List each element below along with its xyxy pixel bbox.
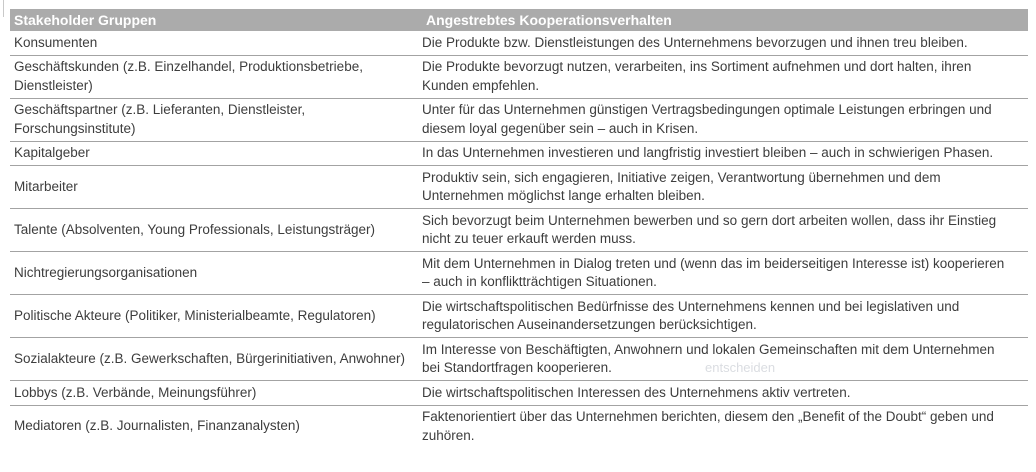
verhalten-cell: [422, 166, 1028, 208]
column-header-kooperationsverhalten: Angestrebtes Kooperationsverhalten: [426, 12, 672, 28]
verhalten-cell: [422, 99, 1028, 141]
verhalten-cell: [422, 142, 1028, 166]
stakeholder-cell: [10, 295, 422, 337]
stakeholder-label: Nichtregierungsorganisationen: [14, 264, 198, 280]
table-row: [10, 295, 1028, 338]
verhalten-cell: [422, 295, 1028, 337]
stakeholder-label: Konsumenten: [14, 34, 98, 50]
table-row: [10, 381, 1028, 406]
ghost-text-artifact: entscheiden: [705, 360, 776, 375]
table-row: [10, 56, 1028, 99]
verhalten-cell: [422, 31, 1028, 55]
stakeholder-cell: [10, 338, 422, 380]
verhalten-text: Die wirtschaftspolitischen Interessen des Unternehmens aktiv vertreten.: [422, 384, 851, 400]
stakeholder-label: Lobbys (z.B. Verbände, Meinungsführer): [14, 384, 257, 400]
verhalten-text: Sich bevorzugt beim Unternehmen bewerben und so gern dort arbeiten wollen, dass ihr Einstieg nicht zu teuer erkauft werden muss.: [422, 212, 997, 246]
stakeholder-label: Kapitalgeber: [14, 145, 90, 160]
stakeholder-cell: [10, 252, 422, 294]
stakeholder-label: Politische Akteure (Politiker, Ministerialbeamte, Regulatoren): [14, 307, 376, 323]
stakeholder-label: Geschäftskunden (z.B. Einzelhandel, Produktionsbetriebe, Dienstleister): [14, 59, 363, 93]
verhalten-text: Die wirtschaftspolitischen Bedürfnisse des Unternehmens kennen und bei legislativen und regulatorischen Auseinandersetzungen berücksichtigen.: [422, 298, 960, 332]
table-row: [10, 99, 1028, 142]
verhalten-cell: [422, 406, 1028, 448]
table-row: [10, 166, 1028, 209]
table-row: [10, 142, 1028, 167]
stakeholder-cell: [10, 166, 422, 208]
verhalten-text: Produktiv sein, sich engagieren, Initiative zeigen, Verantwortung übernehmen und dem Unternehmen möglichst lange erhalten bleiben.: [422, 169, 941, 203]
verhalten-cell: [422, 209, 1028, 251]
stakeholder-cell: [10, 406, 422, 448]
table-row: [10, 31, 1028, 56]
stakeholder-label: Talente (Absolventen, Young Professionals, Leistungsträger): [14, 221, 375, 237]
stakeholder-label: Sozialakteure (z.B. Gewerkschaften, Bürgerinitiativen, Anwohner): [14, 350, 405, 366]
verhalten-text: Die Produkte bevorzugt nutzen, verarbeiten, ins Sortiment aufnehmen und dort halten, ihren Kunden empfehlen.: [422, 59, 972, 93]
verhalten-cell: [422, 338, 1028, 380]
verhalten-text: Unter für das Unternehmen günstigen Vertragsbedingungen optimale Leistungen erbringen und diesem loyal gegenüber sein – auch in Krisen.: [422, 102, 992, 136]
stakeholder-label: Mitarbeiter: [14, 178, 78, 194]
page-edge-artifact: [3, 0, 4, 17]
table-row: [10, 209, 1028, 252]
stakeholder-cell: [10, 209, 422, 251]
verhalten-text: In das Unternehmen investieren und langfristig investiert bleiben – auch in schwierigen Phasen.: [422, 145, 994, 160]
verhalten-text: Im Interesse von Beschäftigten, Anwohnern und lokalen Gemeinschaften mit dem Unternehmen bei Standortfragen kooperieren.: [422, 341, 995, 375]
table-row: [10, 406, 1028, 448]
verhalten-cell: [422, 252, 1028, 294]
stakeholder-cell: [10, 99, 422, 141]
table-header-row: [10, 9, 1028, 31]
stakeholder-label: Mediatoren (z.B. Journalisten, Finanzanalysten): [14, 418, 300, 434]
table-row: [10, 252, 1028, 295]
column-header-stakeholder-gruppen: Stakeholder Gruppen: [14, 12, 157, 28]
verhalten-text: Mit dem Unternehmen in Dialog treten und (wenn das im beiderseitigen Interesse ist) kooperieren – auch in konfliktträchtigen Situationen.: [422, 255, 1005, 289]
table-row: [10, 338, 1028, 381]
stakeholder-cell: [10, 381, 422, 405]
verhalten-cell: [422, 381, 1028, 405]
verhalten-cell: [422, 56, 1028, 98]
stakeholder-label: Geschäftspartner (z.B. Lieferanten, Dienstleister, Forschungsinstitute): [14, 102, 306, 136]
stakeholder-cell: [10, 142, 422, 166]
verhalten-text: Faktenorientiert über das Unternehmen berichten, diesem den „Benefit of the Doubt“ geben und zuhören.: [422, 409, 994, 443]
stakeholder-table: [10, 9, 1028, 448]
stakeholder-cell: [10, 56, 422, 98]
verhalten-text: Die Produkte bzw. Dienstleistungen des Unternehmens bevorzugen und ihnen treu bleiben.: [422, 34, 968, 50]
stakeholder-cell: [10, 31, 422, 55]
